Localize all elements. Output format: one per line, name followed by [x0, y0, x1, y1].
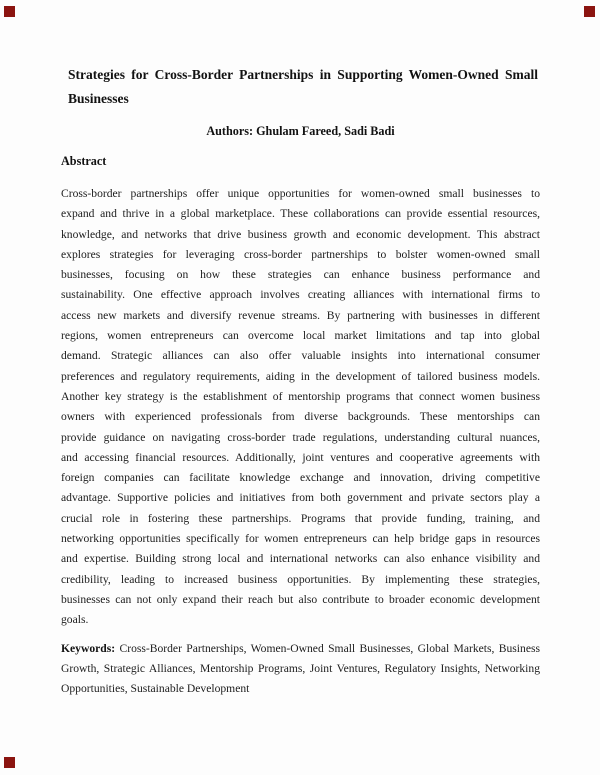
- abstract-line: provide guidance on navigating cross-border trade regulations, understanding cultural nuances,: [61, 430, 540, 444]
- abstract-line: owners with experienced professionals from diverse backgrounds. These mentorships can: [61, 410, 540, 424]
- corner-marker-bottom-left: [4, 757, 15, 768]
- abstract-paragraph: [61, 184, 540, 631]
- abstract-line: credibility, leading to increased business opportunities. By implementing these strategies,: [61, 572, 540, 586]
- keywords-paragraph: [61, 639, 540, 700]
- abstract-line: preferences and regulatory requirements, aiding in the development of tailored business models.: [61, 369, 540, 383]
- abstract-line: Cross-border partnerships offer unique opportunities for women-owned small businesses to: [61, 187, 540, 200]
- abstract-line: knowledge, and networks that drive business growth and economic development. This abstract: [61, 227, 540, 241]
- abstract-line: networking opportunities specifically for women entrepreneurs can help bridge gaps in resources: [61, 532, 540, 546]
- paper-content: [61, 0, 540, 699]
- abstract-heading: Abstract: [61, 154, 107, 168]
- abstract-line: businesses, focusing on how these strategies can enhance business performance and: [61, 268, 540, 282]
- abstract-line: demand. Strategic alliances can also offer valuable insights into international consumer: [61, 349, 540, 363]
- abstract-line: advantage. Supportive policies and initiatives from both government and private sectors play a: [61, 491, 540, 505]
- paper-title: Strategies for Cross-Border Partnerships in Supporting Women-Owned Small Businesses: [68, 67, 538, 106]
- abstract-line: goals.: [61, 613, 89, 627]
- abstract-line: access new markets and diversify revenue streams. By partnering with businesses in different: [61, 308, 540, 322]
- keywords-label: Keywords:: [61, 641, 116, 655]
- abstract-line: businesses can not only expand their reach but also contribute to broader economic development: [61, 592, 540, 606]
- abstract-line: and expertise. Building strong local and international networks can also enhance visibility and: [61, 552, 540, 566]
- keywords-text: Cross-Border Partnerships, Women-Owned Small Businesses, Global Markets, Business Growth, Strategic Alliances, Mentorship Programs, Joint Ventures, Regulatory Insights, Networking Opportunities, Sustainable Development: [61, 641, 540, 696]
- abstract-line: explores strategies for leveraging cross-border partnerships to bolster women-owned small: [61, 247, 540, 261]
- authors-line: Authors: Ghulam Fareed, Sadi Badi: [206, 124, 395, 138]
- abstract-line: regions, women entrepreneurs can overcome local market limitations and tap into global: [61, 329, 540, 343]
- abstract-line: expand and thrive in a global marketplace. These collaborations can provide essential resources,: [61, 207, 540, 221]
- abstract-line: and accessing financial resources. Additionally, joint ventures and cooperative agreements with: [61, 450, 540, 464]
- abstract-line: sustainability. One effective approach involves creating alliances with international firms to: [61, 288, 540, 302]
- abstract-line: crucial role in fostering these partnerships. Programs that provide funding, training, and: [61, 511, 540, 525]
- abstract-line: foreign companies can facilitate knowledge exchange and innovation, driving competitive: [61, 471, 540, 485]
- corner-marker-top-right: [584, 6, 595, 17]
- abstract-line: Another key strategy is the establishment of mentorship programs that connect women business: [61, 389, 540, 403]
- corner-marker-top-left: [4, 6, 15, 17]
